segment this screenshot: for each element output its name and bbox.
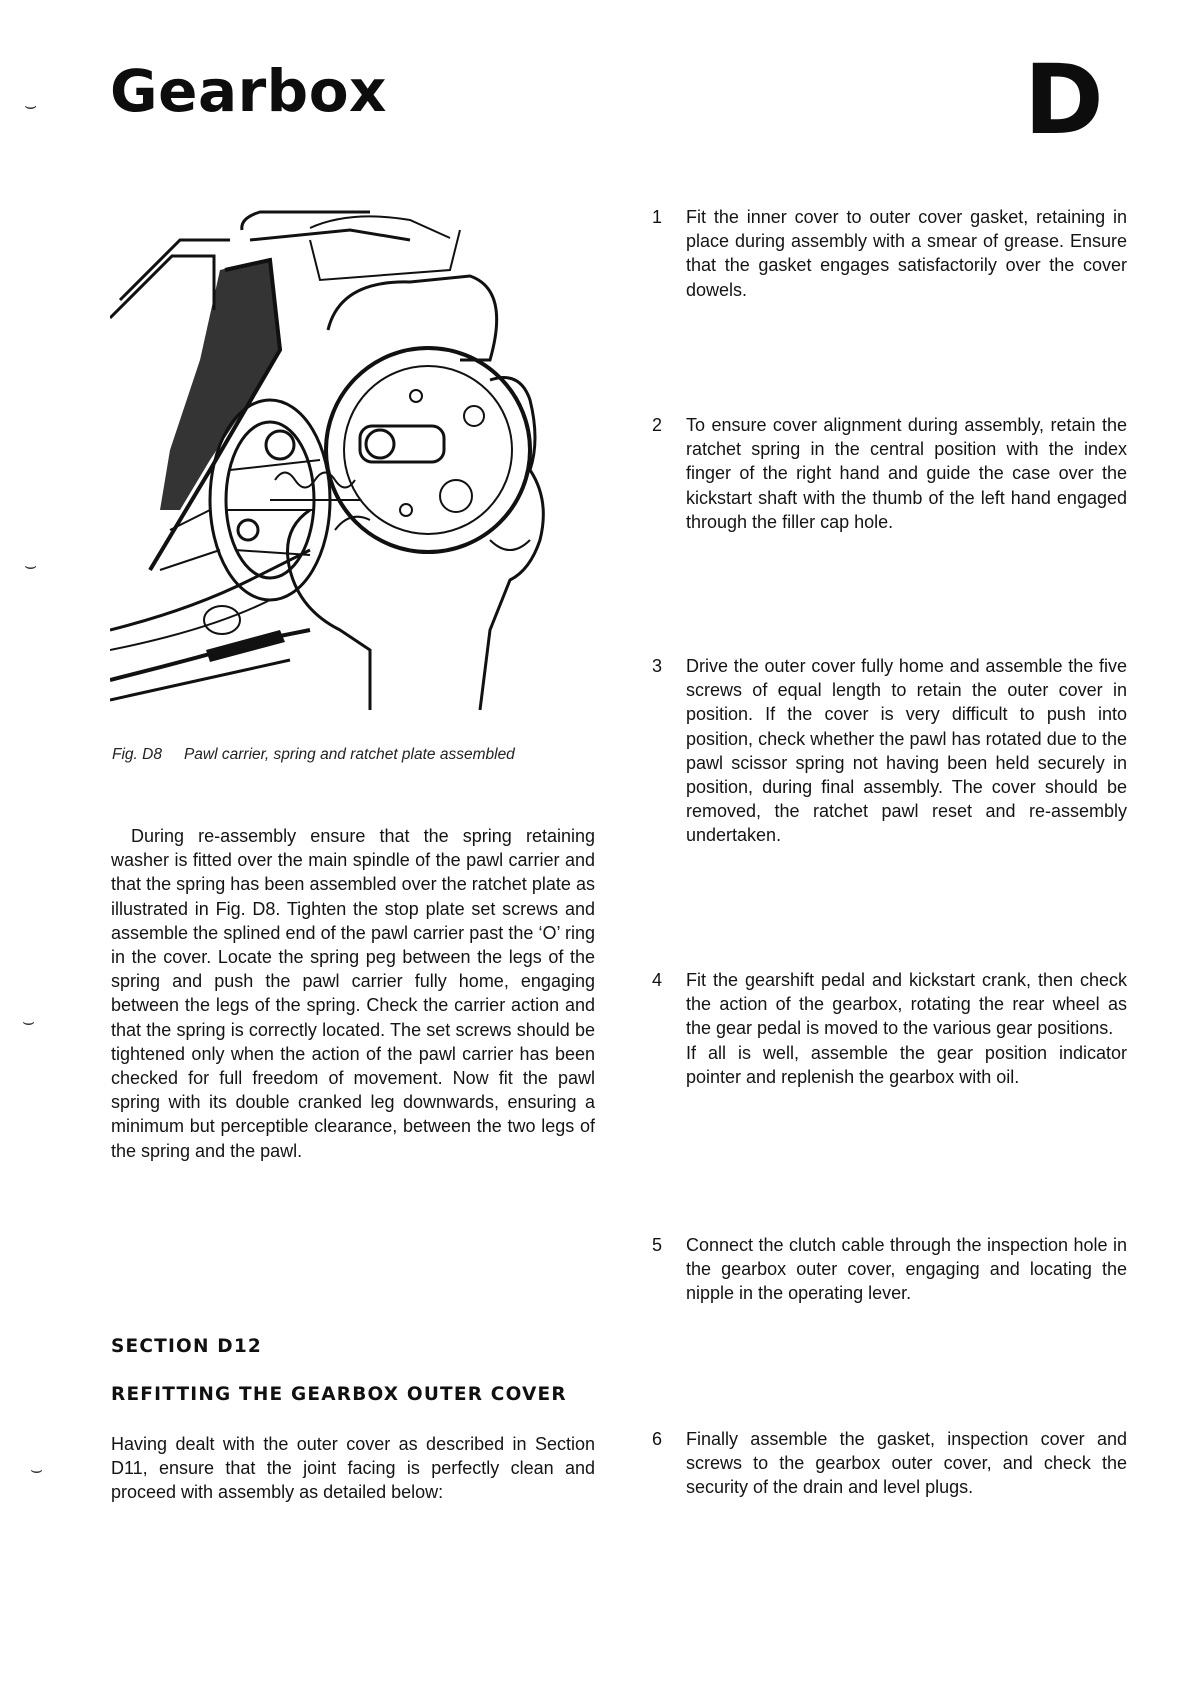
step-item: [652, 1233, 1127, 1306]
step-text: Finally assemble the gasket, inspection cover and screws to the gearbox outer cover, and check the security of the drain and level plugs.: [686, 1429, 1127, 1498]
figure: [110, 210, 600, 730]
step-number: 4: [652, 970, 663, 990]
reassembly-paragraph: During re-assembly ensure that the spring retaining washer is fitted over the main spindle of the pawl carrier and that the spring has been assembled over the ratchet plate as illustrated in Fig. D8. Tighten the stop plate set screws and assemble the splined end of the pawl carrier past the ‘O’ ring in the cover. Locate the spring peg between the legs of the spring and push the pawl carrier fully home, engaging between the legs of the spring. Check the carrier action and that the spring is correctly located. The set screws should be tightened only when the action of the pawl carrier has been checked for full freedom of movement. Now fit the pawl spring with its double cranked leg downwards, ensuring a minimum but perceptible clearance, between the two legs of the spring and the pawl.: [111, 826, 595, 1161]
step-text: To ensure cover alignment during assembly, retain the ratchet spring in the central position with the index finger of the right hand and guide the case over the kickstart shaft with the thumb of the left hand engaged through the filler cap hole.: [686, 415, 1127, 532]
margin-mark: ⌣: [22, 1011, 36, 1033]
step-number: 2: [652, 415, 663, 435]
step-text: Fit the gearshift pedal and kickstart crank, then check the action of the gearbox, rotating the rear wheel as the gear pedal is moved to the various gear positions.: [686, 970, 1127, 1039]
step-item: [652, 968, 1127, 1089]
step-text: Connect the clutch cable through the inspection hole in the gearbox outer cover, engaging and locating the nipple in the operating lever.: [686, 1235, 1127, 1304]
margin-mark: ⌣: [24, 555, 38, 577]
step-number: 3: [652, 656, 663, 676]
step-number: 1: [652, 207, 663, 227]
step-number: 5: [652, 1235, 663, 1255]
margin-mark: ⌣: [24, 95, 38, 117]
figure-caption: [112, 746, 515, 764]
figure-caption-text: Pawl carrier, spring and ratchet plate assembled: [183, 746, 515, 763]
section-heading: REFITTING THE GEARBOX OUTER COVER: [111, 1384, 567, 1405]
step-item: [652, 654, 1127, 848]
section-label: SECTION D12: [111, 1336, 262, 1357]
step-text: Drive the outer cover fully home and assemble the five screws of equal length to retain the outer cover in position. If the cover is very difficult to push into position, check whether the pawl has rotated due to the pawl scissor spring not having been held securely in position, during final assembly. The cover should be removed, the ratchet pawl reset and re-assembly undertaken.: [686, 656, 1127, 846]
step-item: [652, 413, 1127, 534]
page-title: Gearbox: [110, 57, 387, 125]
section-intro: Having dealt with the outer cover as described in Section D11, ensure that the joint facing is perfectly clean and proceed with assembly as detailed below:: [111, 1434, 595, 1503]
margin-mark: ⌣: [30, 1459, 44, 1481]
step-item: [652, 1427, 1127, 1500]
section-letter: D: [1024, 44, 1104, 156]
gearbox-cover-assembly-illustration: [110, 210, 600, 730]
figure-label: Fig. D8: [112, 746, 162, 763]
step-text: Fit the inner cover to outer cover gasket, retaining in place during assembly with a smear of grease. Ensure that the gasket engages satisfactorily over the cover dowels.: [686, 207, 1127, 300]
step-item: [652, 205, 1127, 302]
step-text-continued: If all is well, assemble the gear position indicator pointer and replenish the gearbox with oil.: [686, 1042, 1127, 1087]
step-number: 6: [652, 1429, 663, 1449]
